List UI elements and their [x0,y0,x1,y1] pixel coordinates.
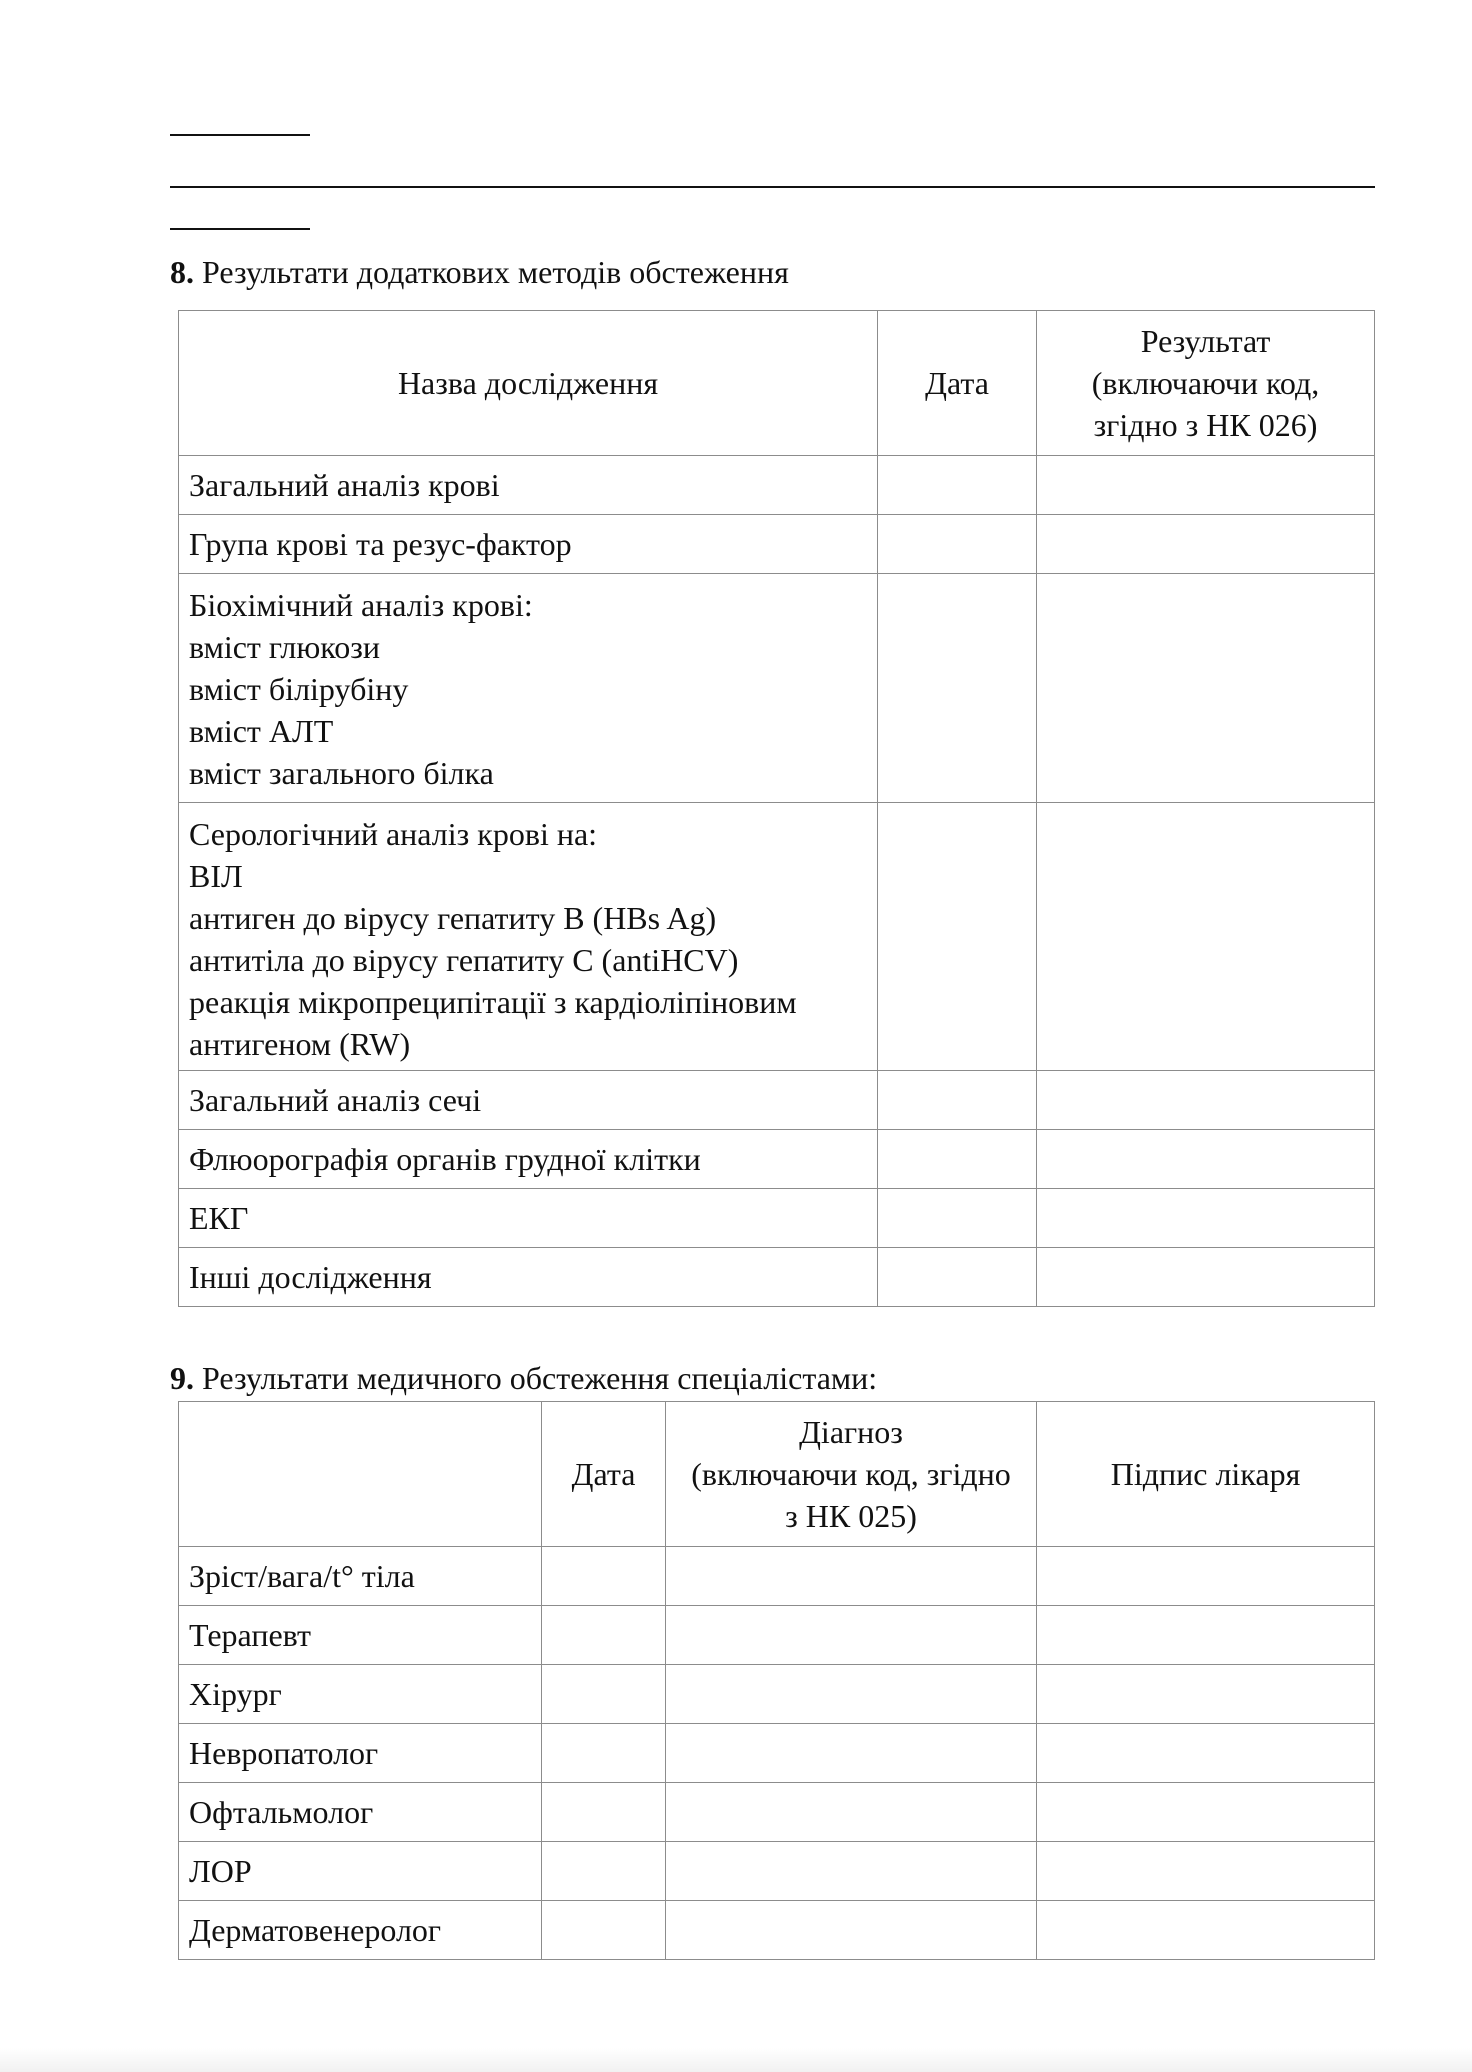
date-cell[interactable] [542,1547,666,1606]
table-row [179,1248,1375,1307]
date-cell[interactable] [542,1783,666,1842]
test-name-cell: Загальний аналіз крові [179,456,878,515]
date-cell[interactable] [878,456,1037,515]
specialist-cell: Зріст/вага/t° тіла [179,1547,542,1606]
test-name-cell: Загальний аналіз сечі [179,1071,878,1130]
diagnosis-cell[interactable] [666,1724,1037,1783]
date-cell[interactable] [878,1189,1037,1248]
result-cell[interactable] [1037,456,1375,515]
date-cell[interactable] [542,1606,666,1665]
fill-line-1[interactable] [170,134,310,136]
specialist-cell: Офтальмолог [179,1783,542,1842]
test-line: антигеном (RW) [189,1026,411,1062]
table-row [179,456,1375,515]
table-row [179,1189,1375,1248]
date-cell[interactable] [878,1071,1037,1130]
signature-cell[interactable] [1037,1606,1375,1665]
date-cell[interactable] [542,1842,666,1901]
signature-cell[interactable] [1037,1842,1375,1901]
test-name-cell [179,574,878,803]
header-diagnosis-line: Діагноз [799,1414,903,1450]
result-cell[interactable] [1037,803,1375,1071]
result-cell[interactable] [1037,1071,1375,1130]
specialist-cell: ЛОР [179,1842,542,1901]
diagnosis-cell[interactable] [666,1665,1037,1724]
page-bottom-edge [0,2048,1472,2072]
test-line: Серологічний аналіз крові на: [189,816,598,852]
header-date: Дата [878,311,1037,456]
test-line: вміст білірубіну [189,671,409,707]
test-line: антитіла до вірусу гепатиту С (antiHCV) [189,942,739,978]
date-cell[interactable] [878,1248,1037,1307]
specialist-cell: Хірург [179,1665,542,1724]
date-cell[interactable] [542,1665,666,1724]
header-result-line: Результат [1140,323,1271,359]
header-diagnosis [666,1402,1037,1547]
fill-line-2[interactable] [170,186,1375,188]
signature-cell[interactable] [1037,1665,1375,1724]
date-cell[interactable] [878,515,1037,574]
header-result-line: (включаючи код, [1091,365,1320,401]
test-name-cell: ЕКГ [179,1189,878,1248]
header-diagnosis-line: (включаючи код, згідно [691,1456,1011,1492]
test-line: вміст глюкози [189,629,380,665]
specialist-cell: Терапевт [179,1606,542,1665]
signature-cell[interactable] [1037,1547,1375,1606]
date-cell[interactable] [542,1901,666,1960]
table-row [179,1606,1375,1665]
table-header-row [179,1402,1375,1547]
test-line: антиген до вірусу гепатиту В (HBs Ag) [189,900,717,936]
date-cell[interactable] [878,803,1037,1071]
section-9-title: Результати медичного обстеження спеціалістами: [202,1360,878,1396]
table-row [179,1842,1375,1901]
additional-tests-table [178,310,1375,1307]
section-9-number: 9. [170,1360,194,1396]
test-line: Біохімічний аналіз крові: [189,587,533,623]
table-row [179,1724,1375,1783]
test-name-cell [179,803,878,1071]
header-test-name: Назва дослідження [179,311,878,456]
table-row [179,515,1375,574]
header-result [1037,311,1375,456]
section-9-heading [170,1358,877,1398]
result-cell[interactable] [1037,1189,1375,1248]
result-cell[interactable] [1037,515,1375,574]
diagnosis-cell[interactable] [666,1547,1037,1606]
header-specialist [179,1402,542,1547]
diagnosis-cell[interactable] [666,1901,1037,1960]
section-8-number: 8. [170,254,194,290]
section-8-title: Результати додаткових методів обстеження [202,254,789,290]
test-line: вміст АЛТ [189,713,334,749]
signature-cell[interactable] [1037,1783,1375,1842]
table-row [179,1547,1375,1606]
test-line: ВІЛ [189,858,243,894]
specialist-cell: Невропатолог [179,1724,542,1783]
date-cell[interactable] [878,1130,1037,1189]
diagnosis-cell[interactable] [666,1842,1037,1901]
test-line: вміст загального білка [189,755,494,791]
header-signature: Підпис лікаря [1037,1402,1375,1547]
header-result-line: згідно з НК 026) [1093,407,1318,443]
result-cell[interactable] [1037,574,1375,803]
fill-line-3[interactable] [170,228,310,230]
test-name-cell: Група крові та резус-фактор [179,515,878,574]
table-row [179,803,1375,1071]
test-line: реакція мікропреципітації з кардіоліпіновим [189,984,797,1020]
table-row [179,1130,1375,1189]
result-cell[interactable] [1037,1248,1375,1307]
specialist-cell: Дерматовенеролог [179,1901,542,1960]
signature-cell[interactable] [1037,1724,1375,1783]
header-diagnosis-line: з НК 025) [785,1498,917,1534]
table-row [179,1901,1375,1960]
test-name-cell: Флюорографія органів грудної клітки [179,1130,878,1189]
result-cell[interactable] [1037,1130,1375,1189]
date-cell[interactable] [542,1724,666,1783]
test-name-cell: Інші дослідження [179,1248,878,1307]
diagnosis-cell[interactable] [666,1606,1037,1665]
table-row [179,1071,1375,1130]
signature-cell[interactable] [1037,1901,1375,1960]
section-8-heading [170,252,789,292]
specialists-table [178,1401,1375,1960]
table-row [179,1665,1375,1724]
table-header-row [179,311,1375,456]
diagnosis-cell[interactable] [666,1783,1037,1842]
table-row [179,574,1375,803]
date-cell[interactable] [878,574,1037,803]
header-date: Дата [542,1402,666,1547]
table-row [179,1783,1375,1842]
